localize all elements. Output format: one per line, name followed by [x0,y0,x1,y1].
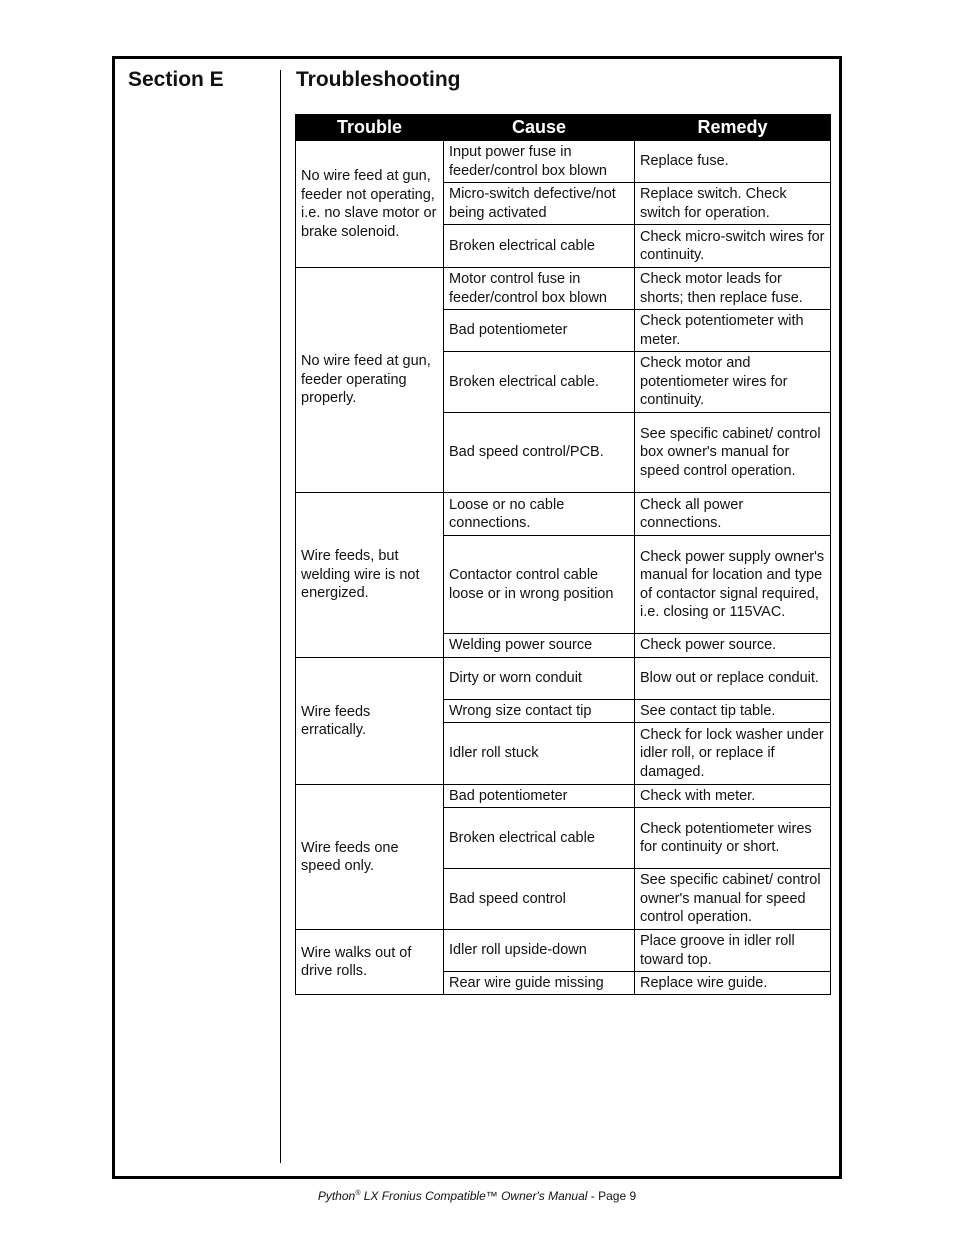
remedy-cell: Check with meter. [635,785,831,808]
cause-cell: Broken electrical cable [444,225,635,268]
troubleshooting-table [295,114,831,995]
cause-cell: Bad speed control/PCB. [444,413,635,493]
cause-cell: Contactor control cable loose or in wrong position [444,536,635,634]
section-divider [280,70,281,1163]
cause-cell: Broken electrical cable. [444,352,635,413]
remedy-cell: Check potentiometer with meter. [635,310,831,352]
cause-cell: Rear wire guide missing [444,972,635,995]
table-row [296,658,831,700]
cause-cell: Dirty or worn conduit [444,658,635,700]
remedy-cell: See specific cabinet/ control box owner's manual for speed control operation. [635,413,831,493]
table-row [296,141,831,183]
cause-cell: Input power fuse in feeder/control box blown [444,141,635,183]
table-row [296,268,831,310]
page-title: Troubleshooting [296,68,461,91]
footer-page-number: - Page 9 [587,1189,637,1203]
header-trouble: Trouble [296,115,444,141]
cause-cell: Broken electrical cable [444,808,635,869]
table-row [296,930,831,972]
remedy-cell: See specific cabinet/ control owner's manual for speed control operation. [635,869,831,930]
cause-cell: Bad potentiometer [444,310,635,352]
registered-mark: ® [355,1190,361,1197]
remedy-cell: See contact tip table. [635,700,831,723]
header-cause: Cause [444,115,635,141]
trouble-cell: No wire feed at gun, feeder not operating, i.e. no slave motor or brake solenoid. [296,141,444,268]
remedy-cell: Place groove in idler roll toward top. [635,930,831,972]
cause-cell: Micro-switch defective/not being activated [444,183,635,225]
cause-cell: Bad speed control [444,869,635,930]
remedy-cell: Check potentiometer wires for continuity or short. [635,808,831,869]
cause-cell: Idler roll stuck [444,723,635,785]
header-remedy: Remedy [635,115,831,141]
trouble-cell: No wire feed at gun, feeder operating properly. [296,268,444,493]
table-row [296,785,831,808]
remedy-cell: Replace switch. Check switch for operation. [635,183,831,225]
cause-cell: Wrong size contact tip [444,700,635,723]
cause-cell: Bad potentiometer [444,785,635,808]
footer-manual-title: LX Fronius Compatible™ Owner's Manual [360,1189,588,1203]
remedy-cell: Check power source. [635,634,831,658]
trouble-cell: Wire feeds, but welding wire is not energized. [296,493,444,658]
remedy-cell: Blow out or replace conduit. [635,658,831,700]
remedy-cell: Check for lock washer under idler roll, or replace if damaged. [635,723,831,785]
trouble-cell: Wire feeds one speed only. [296,785,444,930]
remedy-cell: Replace fuse. [635,141,831,183]
table-header-row [296,115,831,141]
cause-cell: Idler roll upside-down [444,930,635,972]
trouble-cell: Wire feeds erratically. [296,658,444,785]
remedy-cell: Check power supply owner's manual for location and type of contactor signal required, i.e. closing or 115VAC. [635,536,831,634]
remedy-cell: Check micro-switch wires for continuity. [635,225,831,268]
cause-cell: Loose or no cable connections. [444,493,635,536]
remedy-cell: Replace wire guide. [635,972,831,995]
table-row [296,493,831,536]
remedy-cell: Check motor and potentiometer wires for continuity. [635,352,831,413]
trouble-cell: Wire walks out of drive rolls. [296,930,444,995]
page-footer [0,1189,954,1203]
remedy-cell: Check all power connections. [635,493,831,536]
remedy-cell: Check motor leads for shorts; then replace fuse. [635,268,831,310]
cause-cell: Motor control fuse in feeder/control box blown [444,268,635,310]
cause-cell: Welding power source [444,634,635,658]
footer-product: Python [317,1189,356,1203]
section-label: Section E [128,68,224,91]
